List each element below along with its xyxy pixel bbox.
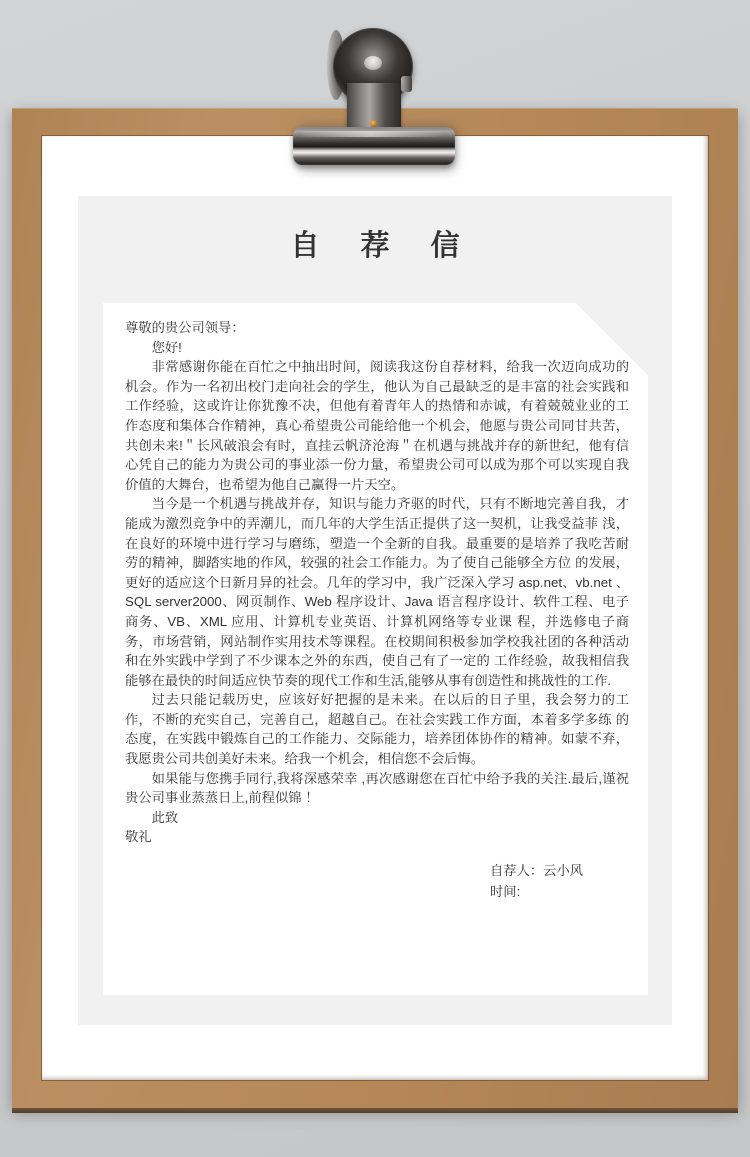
binder-clip-icon xyxy=(283,28,463,173)
letter-greeting: 尊敬的贵公司领导： xyxy=(125,320,245,335)
signature-author: 自荐人：云小风 xyxy=(490,863,584,879)
signature-block xyxy=(490,860,629,902)
letter-hello: 您好! xyxy=(151,339,182,355)
binder-clip-bar-highlight xyxy=(301,131,441,137)
binder-clip-disc-hole xyxy=(364,56,382,70)
letter-body xyxy=(125,318,629,902)
letter-closing-cizhi: 此致 xyxy=(151,809,179,825)
binder-clip-screw xyxy=(370,120,377,127)
signature-date: 时间: xyxy=(490,884,521,900)
letter-paragraph-2: 当今是一个机遇与挑战并存，知识与能力齐驱的时代，只有不断地完善自我，才能成为激烈竞争中的弄潮儿，而几年的大学生活正提供了这一契机，让我受益菲 浅，在良好的环境中进行学习与磨练，塑造一个全新的自我。最重要的是培养了我吃苦耐劳的精神，脚踏实地的作风，较强的社会工作能力。为了使自己能够全方位 的发展，更好的适应这个日新月异的社会。几年的学习中，我广泛深入学习 asp.net、vb.net 、SQL server2000、网页制作、Web 程序设计、Java 语言程序设计、软件工程、电子商务、VB、XML 应用、计算机专业英语、计算机网络等专业课 程，并选修电子商务，市场营销，网站制作实用技术等课程。在校期间积极参加学校我社团的各种活动和在外实践中学到了不少课本之外的东西，使自己有了一定的 工作经验，故我相信我能够在最快的时间适应快节奏的现代工作和生活,能够从事有创造性和挑战性的工作. xyxy=(125,496,629,688)
letter-paragraph-4: 如果能与您携手同行,我将深感荣幸 ,再次感谢您在百忙中给予我的关注.最后,谨祝贵公司事业蒸蒸日上,前程似锦 ！ xyxy=(125,770,629,806)
binder-clip-side-tab xyxy=(401,76,412,92)
letter-paragraph-3: 过去只能记载历史，应该好好把握的是未来。在以后的日子里，我会努力的工作，不断的充实自己，完善自己，超越自己。在社会实践工作方面，本着多学多练 的态度，在实践中锻炼自己的工作能力、交际能力，培养团体协作的精神。如蒙不弃，我愿贵公司共创美好未来。给我一个机会，相信您不会后悔。 xyxy=(125,692,629,767)
letter-paragraph-1: 非常感谢你能在百忙之中抽出时间，阅读我这份自荐材料，给我一次迈向成功的机会。作为一名初出校门走向社会的学生，他认为自己最缺乏的是丰富的社会实践和工作经验，这或许让你犹豫不决，但他有着青年人的热情和赤诚，有着兢兢业业的工作态度和集体合作精神，真心希望贵公司能给他一个机会，他愿与贵公司同甘共苦，共创未来!＂长风破浪会有时，直挂云帆济沧海＂在机遇与挑战并存的新世纪，他有信心凭自己的能力为贵公司的事业添一份力量，希望贵公司可以成为那个可以实现自我价值的大舞台，也希望为他自己赢得一片天空。 xyxy=(125,359,629,492)
letter-closing-jingli: 敬礼 xyxy=(125,829,152,845)
page-title: 自荐信 xyxy=(290,230,501,262)
